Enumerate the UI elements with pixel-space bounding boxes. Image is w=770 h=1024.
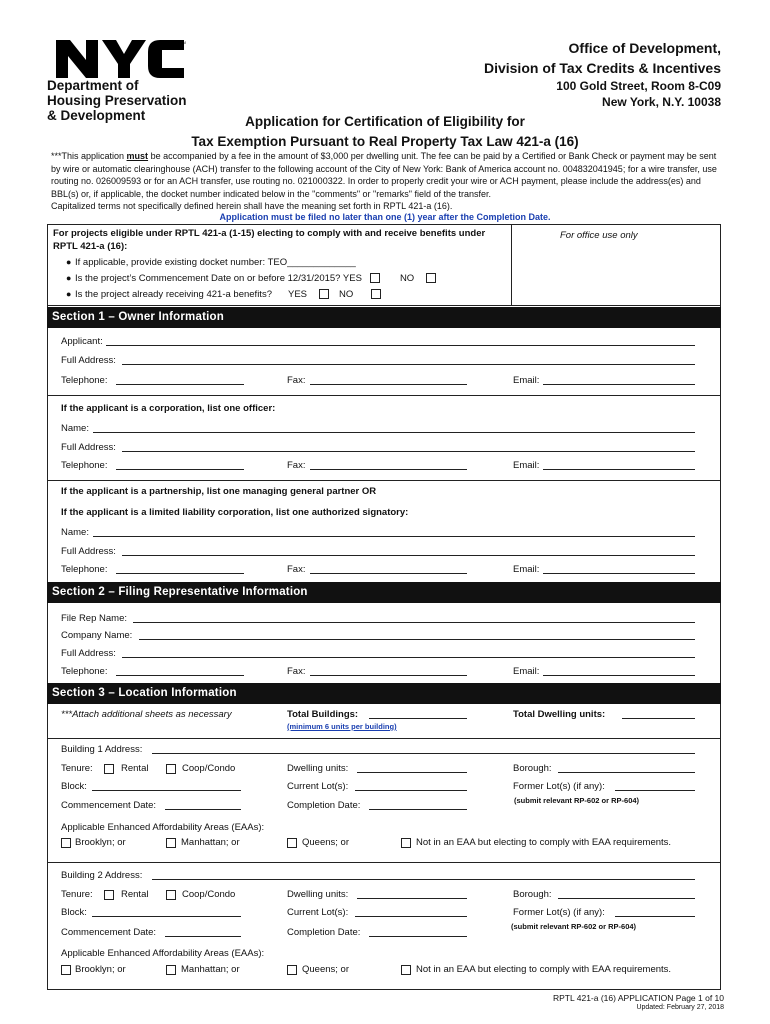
- b1-queens-checkbox[interactable]: [287, 838, 297, 848]
- fax-label: Fax:: [287, 460, 306, 471]
- b1-completion-field[interactable]: [369, 809, 467, 810]
- b2-dwelling-units-field[interactable]: [357, 898, 467, 899]
- commencement-question: Is the project’s Commencement Date on or before 12/31/2015? YES: [75, 273, 362, 284]
- commencement-label: Commencement Date:: [61, 927, 157, 938]
- partnership-heading: If the applicant is a partnership, list one managing general partner OR: [61, 486, 377, 497]
- dept-line: Housing Preservation: [47, 93, 187, 108]
- total-units-label: Total Dwelling units:: [513, 709, 606, 720]
- office-address: [484, 38, 721, 110]
- office-line: Division of Tax Credits & Incentives: [483, 60, 721, 76]
- filing-deadline: Application must be filed no later than one (1) year after the Completion Date.: [219, 212, 551, 222]
- commencement-label: Commencement Date:: [61, 800, 157, 811]
- b2-former-lots-field[interactable]: [615, 916, 695, 917]
- dwelling-units-label: Dwelling units:: [287, 889, 349, 900]
- partner-name-field[interactable]: [93, 536, 695, 537]
- divider: [47, 480, 721, 481]
- divider: [47, 862, 721, 863]
- rental-label: Rental: [121, 889, 149, 900]
- applicant-telephone-field[interactable]: [116, 384, 244, 385]
- brooklyn-label: Brooklyn; or: [75, 964, 126, 975]
- b2-current-lots-field[interactable]: [355, 916, 467, 917]
- office-line: 100 Gold Street, Room 8-C09: [556, 79, 721, 93]
- current-lots-label: Current Lot(s):: [287, 781, 349, 792]
- b2-rental-checkbox[interactable]: [104, 890, 114, 900]
- name-label: Name:: [61, 423, 89, 434]
- commencement-yes-checkbox[interactable]: [370, 273, 380, 283]
- b1-block-field[interactable]: [92, 790, 241, 791]
- commencement-bullet: ● Is the project’s Commencement Date on or before 12/31/2015? YES NO: [75, 273, 436, 284]
- tenure-label: Tenure:: [61, 763, 93, 774]
- borough-label: Borough:: [513, 889, 552, 900]
- current-lots-label: Current Lot(s):: [287, 907, 349, 918]
- intro-pre: ***This application: [51, 151, 127, 161]
- intro-post: be accompanied by a fee in the amount of $3,000 per dwelling unit. The fee can be paid by a Certified or Bank Check or payment may be sent by wire or automatic clearinghouse (ACH) transfer to the following account of the City of New York: Bank of America account no. 004832041945; for a wire transfer, use routing no. 026009593 or for an ACH transfer, use routing no. 021000322. In order to properly credit your wire or ACH payment, please include the address(es) and BBL(s) or, if applicable, the docket number indicated below in the "comments" or "remarks" field of the transfer.: [51, 151, 717, 199]
- submit-rp-note: (submit relevant RP-602 or RP-604): [511, 922, 637, 931]
- applicant-email-field[interactable]: [543, 384, 695, 385]
- section-2-header: Section 2 – Filing Representative Information: [47, 582, 721, 603]
- fax-label: Fax:: [287, 666, 306, 677]
- officer-fax-field[interactable]: [310, 469, 467, 470]
- queens-label: Queens; or: [302, 964, 349, 975]
- block-label: Block:: [61, 781, 87, 792]
- b1-manhattan-checkbox[interactable]: [166, 838, 176, 848]
- file-rep-name-field[interactable]: [133, 622, 695, 623]
- rep-fax-field[interactable]: [310, 675, 467, 676]
- rep-address-field[interactable]: [122, 657, 695, 658]
- full-address-label: Full Address:: [61, 648, 116, 659]
- b2-completion-field[interactable]: [369, 936, 467, 937]
- company-name-field[interactable]: [139, 639, 695, 640]
- intro-caps: Capitalized terms not specifically defined herein shall have the meaning set forth in RPTL 421-a (16).: [51, 201, 453, 211]
- queens-label: Queens; or: [302, 837, 349, 848]
- docket-number-label: If applicable, provide existing docket number: TEO_____________: [75, 257, 356, 268]
- applicant-label: Applicant:: [61, 336, 103, 347]
- eligibility-question: For projects eligible under RPTL 421-a (1-15) electing to comply with and receive benefits under RPTL 421-a (16):: [53, 228, 486, 252]
- yes-label: YES: [287, 289, 307, 300]
- divider: [47, 738, 721, 739]
- receiving-question: Is the project already receiving 421-a benefits?: [75, 289, 272, 300]
- eaa-label: Applicable Enhanced Affordability Areas (EAAs):: [61, 822, 265, 833]
- page-number: RPTL 421-a (16) APPLICATION Page 1 of 10: [552, 993, 724, 1003]
- title-line-2: Tax Exemption Pursuant to Real Property Tax Law 421-a (16): [191, 134, 579, 149]
- b2-brooklyn-checkbox[interactable]: [61, 965, 71, 975]
- dept-line: Department of: [47, 78, 139, 93]
- b1-borough-field[interactable]: [558, 772, 695, 773]
- docket-bullet: ● If applicable, provide existing docket number: TEO_____________: [66, 257, 356, 268]
- email-label: Email:: [513, 375, 540, 386]
- nyc-logo: [56, 38, 186, 80]
- building-2-address-field[interactable]: [152, 879, 695, 880]
- former-lots-label: Former Lot(s) (if any):: [513, 907, 605, 918]
- submit-rp-note: (submit relevant RP-602 or RP-604): [514, 796, 640, 805]
- intro-must: must: [126, 151, 149, 161]
- telephone-label: Telephone:: [61, 375, 108, 386]
- llc-heading: If the applicant is a limited liability corporation, list one authorized signatory:: [61, 507, 409, 518]
- b1-commencement-field[interactable]: [165, 809, 241, 810]
- coop-label: Coop/Condo: [182, 763, 236, 774]
- eaa-label: Applicable Enhanced Affordability Areas (EAAs):: [61, 948, 265, 959]
- total-buildings-label: Total Buildings:: [287, 709, 359, 720]
- name-label: Name:: [61, 527, 89, 538]
- b2-borough-field[interactable]: [558, 898, 695, 899]
- b1-dwelling-units-field[interactable]: [357, 772, 467, 773]
- brooklyn-label: Brooklyn; or: [75, 837, 126, 848]
- b1-coop-checkbox[interactable]: [166, 764, 176, 774]
- building-2-label: Building 2 Address:: [61, 870, 143, 881]
- attach-note: ***Attach additional sheets as necessary: [61, 709, 232, 720]
- borough-label: Borough:: [513, 763, 552, 774]
- b1-not-eaa-checkbox[interactable]: [401, 838, 411, 848]
- corporation-heading: If the applicant is a corporation, list one officer:: [61, 403, 276, 414]
- completion-label: Completion Date:: [287, 927, 361, 938]
- completion-label: Completion Date:: [287, 800, 361, 811]
- divider: [47, 395, 721, 396]
- office-use-label: For office use only: [560, 230, 638, 241]
- section-1-header: Section 1 – Owner Information: [47, 307, 721, 328]
- applicant-fax-field[interactable]: [310, 384, 467, 385]
- block-label: Block:: [61, 907, 87, 918]
- no-label: NO: [399, 273, 415, 284]
- telephone-label: Telephone:: [61, 460, 108, 471]
- application-title: [0, 112, 770, 152]
- manhattan-label: Manhattan; or: [181, 837, 240, 848]
- b1-former-lots-field[interactable]: [615, 790, 695, 791]
- email-label: Email:: [513, 564, 540, 575]
- telephone-label: Telephone:: [61, 564, 108, 575]
- company-label: Company Name:: [61, 630, 133, 641]
- dwelling-units-label: Dwelling units:: [287, 763, 349, 774]
- officer-name-field[interactable]: [93, 432, 695, 433]
- no-label: NO: [339, 289, 354, 300]
- email-label: Email:: [513, 460, 540, 471]
- intro-text: [51, 150, 726, 213]
- applicant-field[interactable]: [106, 345, 695, 346]
- b2-queens-checkbox[interactable]: [287, 965, 297, 975]
- total-buildings-field[interactable]: [369, 718, 467, 719]
- former-lots-label: Former Lot(s) (if any):: [513, 781, 605, 792]
- building-1-address-field[interactable]: [152, 753, 695, 754]
- not-eaa-label: Not in an EAA but electing to comply with EAA requirements.: [416, 837, 672, 848]
- officer-telephone-field[interactable]: [116, 469, 244, 470]
- dept-line: & Development: [47, 108, 146, 123]
- page-footer: [553, 993, 724, 1013]
- coop-label: Coop/Condo: [182, 889, 236, 900]
- partner-address-field[interactable]: [122, 555, 695, 556]
- b1-brooklyn-checkbox[interactable]: [61, 838, 71, 848]
- applicant-address-field[interactable]: [122, 364, 695, 365]
- officer-email-field[interactable]: [543, 469, 695, 470]
- b2-commencement-field[interactable]: [165, 936, 241, 937]
- min-units-note: (minimum 6 units per building): [287, 722, 397, 731]
- rental-label: Rental: [121, 763, 149, 774]
- rep-email-field[interactable]: [543, 675, 695, 676]
- rep-telephone-field[interactable]: [116, 675, 244, 676]
- fax-label: Fax:: [287, 564, 306, 575]
- b2-block-field[interactable]: [92, 916, 241, 917]
- full-address-label: Full Address:: [61, 546, 116, 557]
- svg-text:TM: TM: [180, 40, 186, 45]
- fax-label: Fax:: [287, 375, 306, 386]
- b2-not-eaa-checkbox[interactable]: [401, 965, 411, 975]
- receiving-bullet: ● Is the project already receiving 421-a benefits? YES NO: [75, 289, 381, 300]
- tenure-label: Tenure:: [61, 889, 93, 900]
- b2-coop-checkbox[interactable]: [166, 890, 176, 900]
- manhattan-label: Manhattan; or: [181, 964, 240, 975]
- file-rep-label: File Rep Name:: [61, 613, 127, 624]
- b1-current-lots-field[interactable]: [355, 790, 467, 791]
- telephone-label: Telephone:: [61, 666, 108, 677]
- title-line-1: Application for Certification of Eligibility for: [245, 114, 525, 129]
- form-frame: [47, 224, 721, 990]
- updated-date: Updated: February 27, 2018: [636, 1004, 724, 1011]
- office-line: Office of Development,: [568, 40, 721, 56]
- receiving-yes-checkbox[interactable]: [319, 289, 329, 299]
- email-label: Email:: [513, 666, 540, 677]
- section-3-header: Section 3 – Location Information: [47, 683, 721, 704]
- officer-address-field[interactable]: [122, 451, 695, 452]
- not-eaa-label: Not in an EAA but electing to comply with EAA requirements.: [416, 964, 672, 975]
- partner-email-field[interactable]: [543, 573, 695, 574]
- commencement-no-checkbox[interactable]: [426, 273, 436, 283]
- b2-manhattan-checkbox[interactable]: [166, 965, 176, 975]
- full-address-label: Full Address:: [61, 355, 116, 366]
- total-units-field[interactable]: [622, 718, 695, 719]
- partner-fax-field[interactable]: [310, 573, 467, 574]
- receiving-no-checkbox[interactable]: [371, 289, 381, 299]
- full-address-label: Full Address:: [61, 442, 116, 453]
- b1-rental-checkbox[interactable]: [104, 764, 114, 774]
- office-line: New York, N.Y. 10038: [602, 95, 721, 109]
- partner-telephone-field[interactable]: [116, 573, 244, 574]
- building-1-label: Building 1 Address:: [61, 744, 143, 755]
